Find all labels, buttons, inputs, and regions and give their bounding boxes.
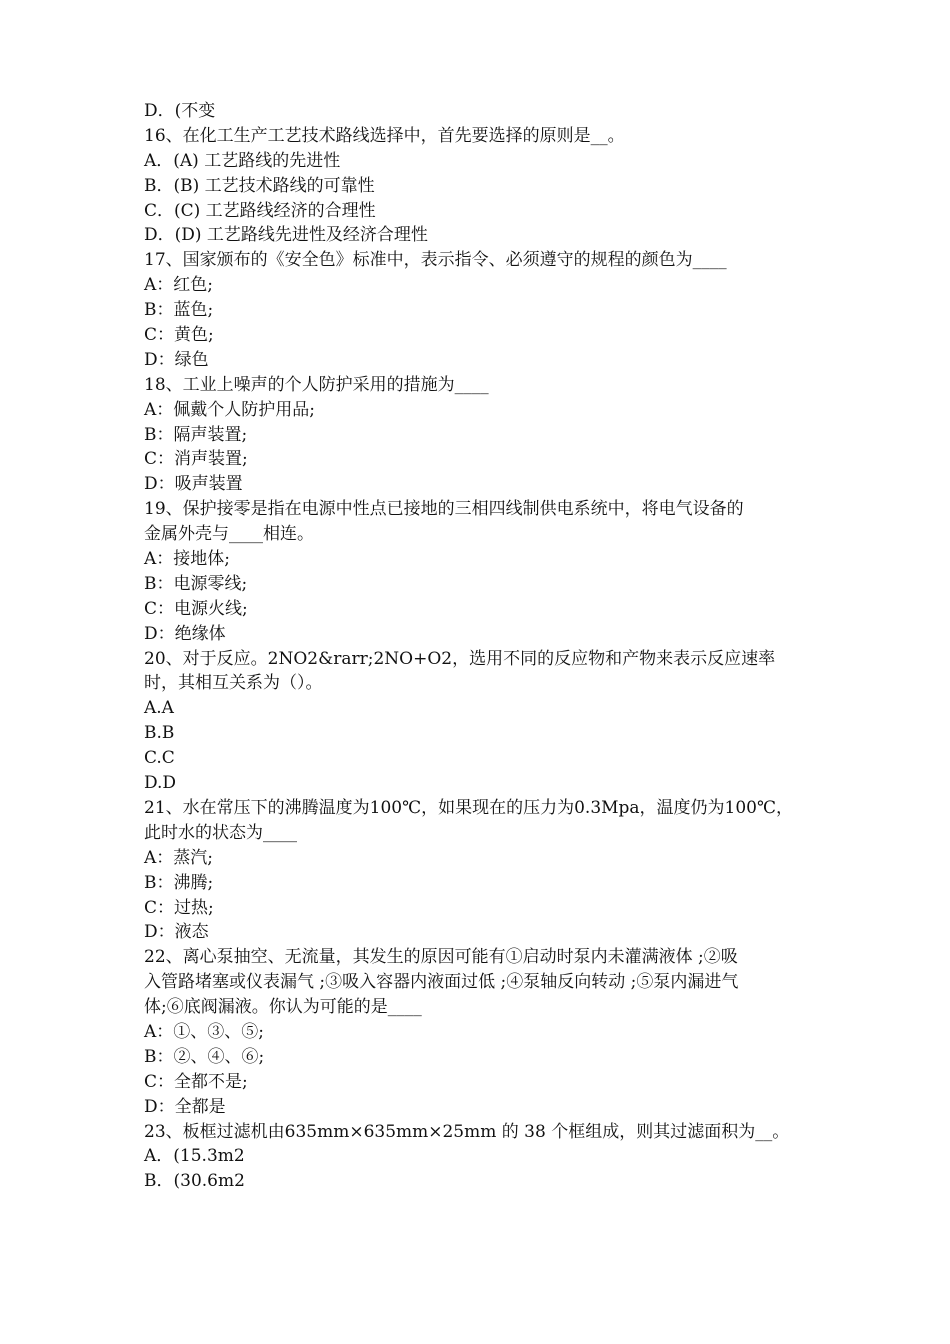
option-line: D：绝缘体: [144, 623, 226, 644]
option-line: C．(C) 工艺路线经济的合理性: [144, 200, 376, 221]
option-line: D：全都是: [144, 1096, 226, 1117]
option-line: A：接地体;: [144, 549, 231, 570]
question-22-continued: 入管路堵塞或仪表漏气 ;③吸入容器内液面过低 ;④泵轴反向转动 ;⑤泵内漏进气: [144, 972, 739, 993]
question-19-continued: 金属外壳与____相连。: [144, 524, 314, 545]
question-20: 20、对于反应。2NO2&rarr;2NO+O2，选用不同的反应物和产物来表示反应速率: [144, 648, 776, 669]
option-line: A：蒸汽;: [144, 847, 214, 868]
option-line: C：电源火线;: [144, 598, 248, 619]
text-line: D．(不变: [144, 101, 216, 121]
option-line: D.D: [144, 773, 177, 794]
option-line: C.C: [144, 748, 175, 769]
option-line: B：②、④、⑥;: [144, 1046, 265, 1067]
option-line: B.B: [144, 723, 175, 744]
question-21-continued: 此时水的状态为____: [144, 822, 297, 843]
option-line: C：全都不是;: [144, 1071, 248, 1092]
option-line: D：吸声装置: [144, 474, 243, 495]
option-line: B．(B) 工艺技术路线的可靠性: [144, 175, 375, 196]
option-line: A：①、③、⑤;: [144, 1021, 265, 1042]
question-18: 18、工业上噪声的个人防护采用的措施为____: [144, 374, 489, 395]
question-16: 16、在化工生产工艺技术路线选择中，首先要选择的原则是__。: [144, 125, 625, 146]
option-line: C：消声装置;: [144, 449, 248, 470]
question-21: 21、水在常压下的沸腾温度为100℃，如果现在的压力为0.3Mpa，温度仍为100℃，: [144, 797, 794, 818]
question-23: 23、板框过滤机由635mm×635mm×25mm 的 38 个框组成，则其过滤面积为__。: [144, 1121, 790, 1142]
question-19: 19、保护接零是指在电源中性点已接地的三相四线制供电系统中，将电气设备的: [144, 499, 744, 520]
question-20-continued: 时，其相互关系为（）。: [144, 673, 323, 694]
option-line: C：黄色;: [144, 325, 214, 346]
question-text-block: [144, 99, 808, 1194]
question-22-continued: 体;⑥底阀漏液。你认为可能的是____: [144, 997, 422, 1018]
option-line: A：红色;: [144, 275, 214, 296]
option-line: C：过热;: [144, 897, 214, 918]
option-line: B：电源零线;: [144, 573, 248, 594]
option-line: D．(D) 工艺路线先进性及经济合理性: [144, 225, 428, 246]
option-line: D：液态: [144, 922, 209, 943]
option-line: B：沸腾;: [144, 872, 214, 893]
question-22: 22、离心泵抽空、无流量，其发生的原因可能有①启动时泵内未灌满液体 ;②吸: [144, 947, 738, 968]
option-line: B：隔声装置;: [144, 424, 248, 445]
option-line: B．(30.6m2: [144, 1171, 245, 1192]
option-line: A.A: [144, 698, 174, 719]
option-line: D：绿色: [144, 349, 209, 370]
option-line: A：佩戴个人防护用品;: [144, 399, 316, 420]
option-line: A．(A) 工艺路线的先进性: [144, 150, 341, 171]
option-line: B：蓝色;: [144, 300, 214, 321]
option-line: A．(15.3m2: [144, 1146, 245, 1167]
question-17: 17、国家颁布的《安全色》标准中，表示指令、必须遵守的规程的颜色为____: [144, 250, 727, 271]
